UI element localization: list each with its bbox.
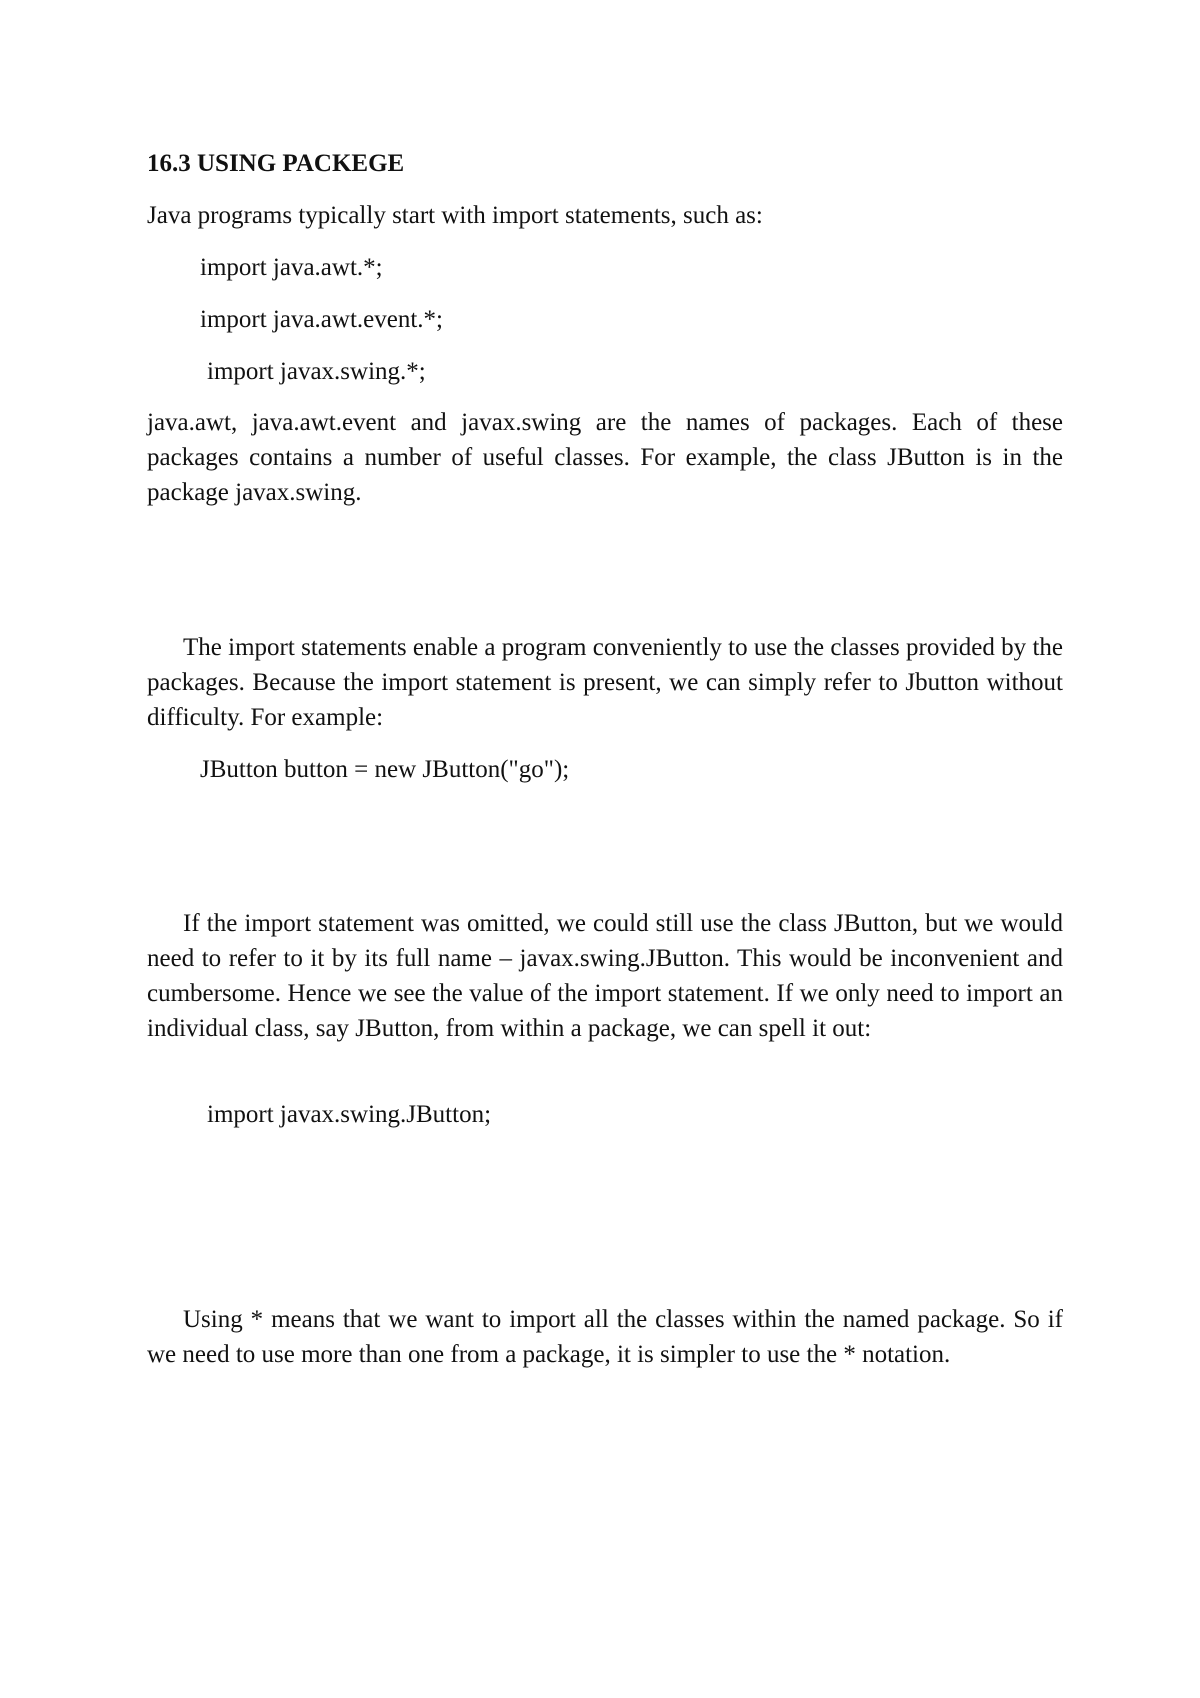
import-statement-awt: import java.awt.*; bbox=[200, 254, 383, 281]
paragraph-packages: java.awt, java.awt.event and javax.swing are the names of packages. Each of these packages contains a number of useful classes. For example, the class JButton is in the package javax.swing. bbox=[147, 409, 1063, 506]
import-statement-jbutton: import javax.swing.JButton; bbox=[207, 1101, 492, 1128]
import-statement-swing: import javax.swing.*; bbox=[207, 358, 426, 385]
paragraph-import-statements: The import statements enable a program conveniently to use the classes provided by the packages. Because the import statement is present, we can simply refer to Jbutton without difficulty. For example: bbox=[147, 634, 1063, 731]
import-statement-awt-event: import java.awt.event.*; bbox=[200, 306, 443, 333]
section-heading: 16.3 USING PACKEGE bbox=[147, 150, 405, 177]
paragraph-full-name: If the import statement was omitted, we could still use the class JButton, but we would need to refer to it by its full name – javax.swing.JButton. This would be inconvenient and cumbersome. Hence we see the value of the import statement. If we only need to import an individual class, say JButton, from within a package, we can spell it out: bbox=[147, 910, 1063, 1042]
intro-text: Java programs typically start with import statements, such as: bbox=[147, 202, 763, 229]
paragraph-star-notation: Using * means that we want to import all the classes within the named package. So if we need to use more than one from a package, it is simpler to use the * notation. bbox=[147, 1306, 1063, 1368]
code-example-jbutton: JButton button = new JButton("go"); bbox=[200, 756, 570, 783]
